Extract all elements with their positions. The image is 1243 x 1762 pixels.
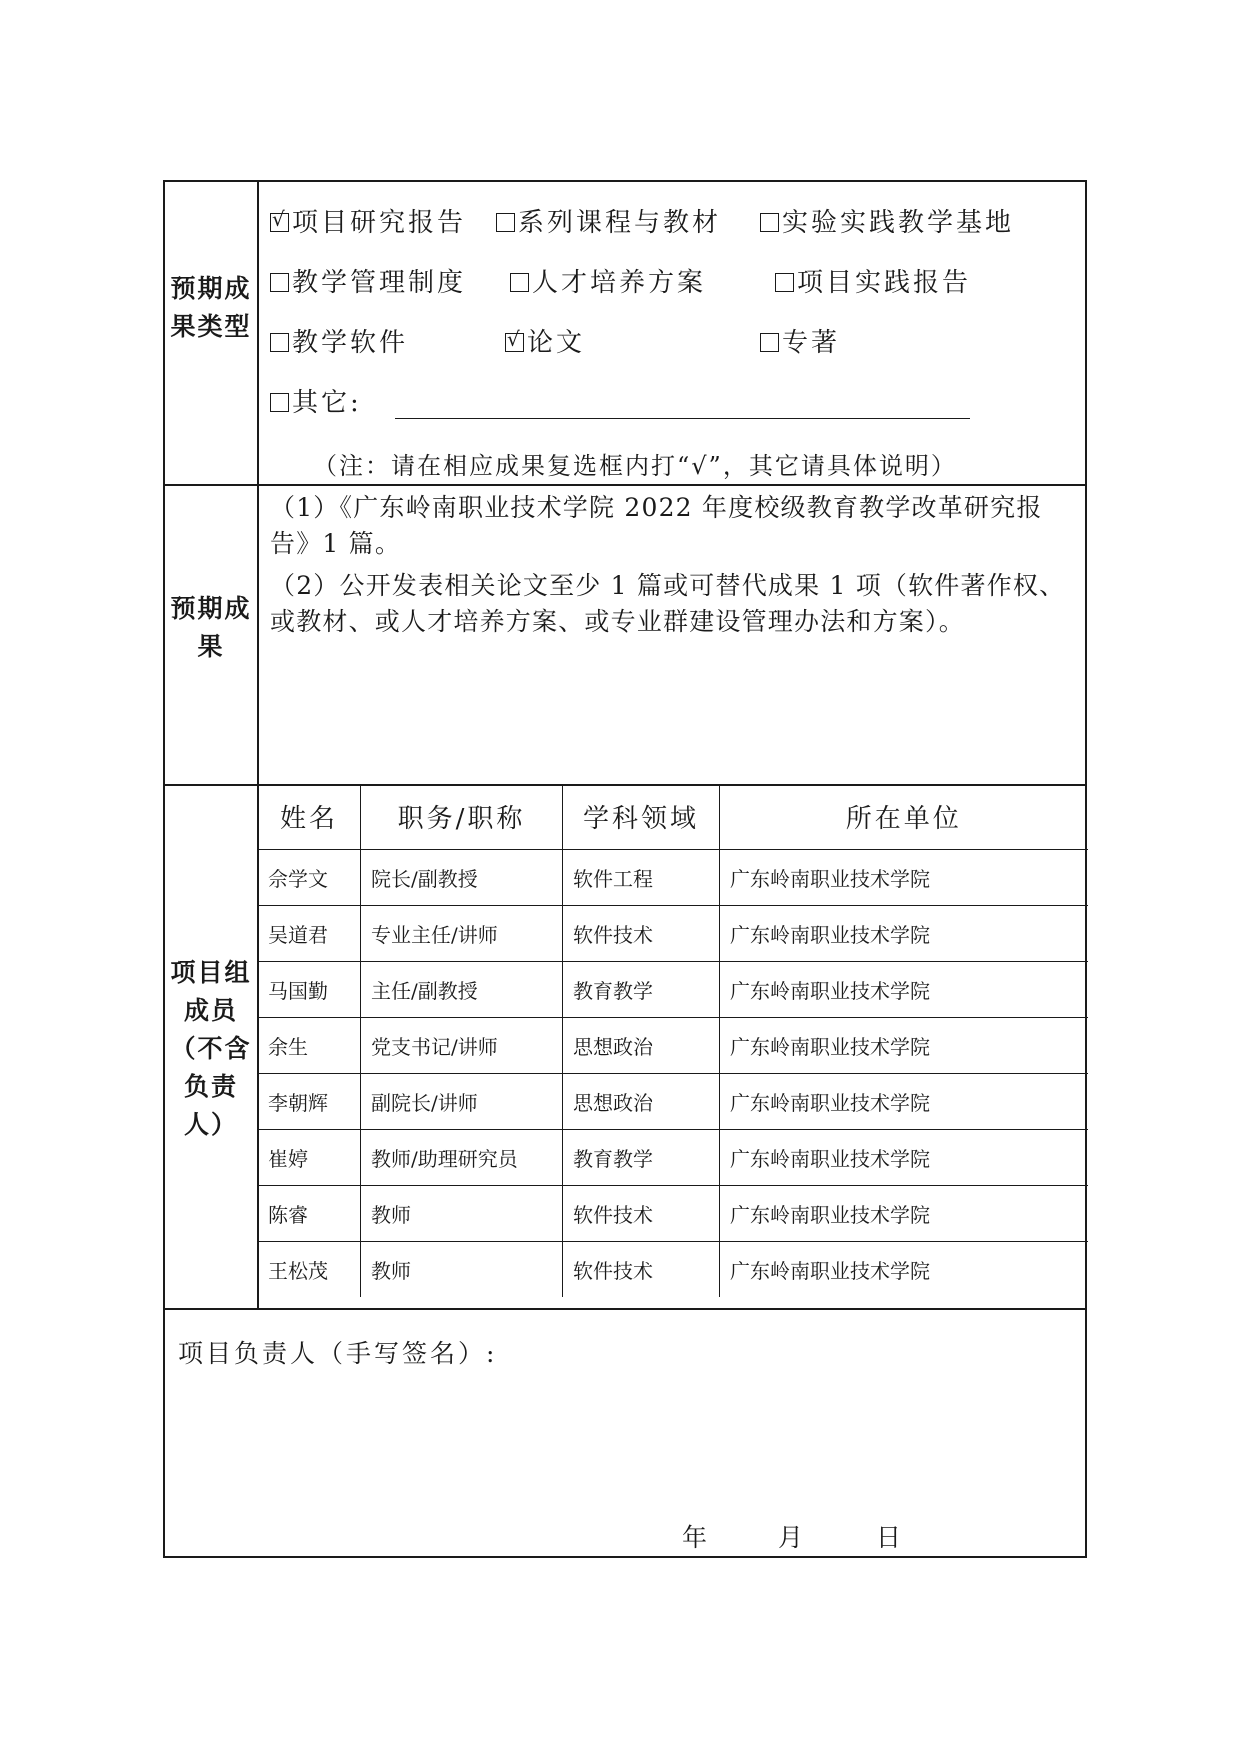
member-unit: 广东岭南职业技术学院 bbox=[720, 1074, 1088, 1130]
member-field: 软件技术 bbox=[563, 1186, 720, 1242]
option-label: 项目实践报告 bbox=[797, 268, 972, 298]
table-row bbox=[258, 850, 1088, 906]
member-name: 佘学文 bbox=[258, 850, 361, 906]
option-label: 系列课程与教材 bbox=[518, 208, 722, 238]
member-field: 软件技术 bbox=[563, 1242, 720, 1298]
signature-label: 项目负责人（手写签名）: bbox=[178, 1339, 498, 1368]
option-practice-report[interactable] bbox=[775, 262, 971, 299]
member-field: 软件工程 bbox=[563, 850, 720, 906]
member-position: 副院长/讲师 bbox=[361, 1074, 563, 1130]
checkbox-icon[interactable] bbox=[270, 207, 289, 232]
member-name: 马国勤 bbox=[258, 962, 361, 1018]
expected-result-item-1: （1）《广东岭南职业技术学院 2022 年度校级教育教学改革研究报告》1 篇。 bbox=[270, 493, 1043, 558]
check-mark-icon: √ bbox=[272, 207, 285, 231]
date-year-label: 年 bbox=[682, 1523, 708, 1552]
checkbox-icon[interactable] bbox=[496, 213, 515, 232]
header-name: 姓名 bbox=[258, 784, 361, 850]
members-table bbox=[257, 784, 1088, 1297]
checkbox-icon[interactable] bbox=[270, 273, 289, 292]
option-management-system[interactable] bbox=[270, 262, 466, 299]
checkbox-icon[interactable] bbox=[505, 327, 524, 352]
option-label: 教学软件 bbox=[292, 328, 409, 358]
member-position: 党支书记/讲师 bbox=[361, 1018, 563, 1074]
other-specify-line[interactable] bbox=[395, 418, 970, 419]
option-label: 实验实践教学基地 bbox=[782, 208, 1015, 238]
checkbox-icon[interactable] bbox=[270, 393, 289, 412]
option-other[interactable] bbox=[270, 382, 362, 419]
member-name: 李朝辉 bbox=[258, 1074, 361, 1130]
expected-results-label-cell bbox=[165, 484, 259, 784]
member-field: 思想政治 bbox=[563, 1018, 720, 1074]
member-field: 教育教学 bbox=[563, 962, 720, 1018]
option-label: 专著 bbox=[782, 328, 841, 358]
member-name: 崔婷 bbox=[258, 1130, 361, 1186]
member-name: 吴道君 bbox=[258, 906, 361, 962]
result-type-label-text: 预期成果类型 bbox=[170, 274, 252, 341]
check-mark-icon: √ bbox=[507, 327, 520, 351]
checkbox-icon[interactable] bbox=[270, 333, 289, 352]
table-row bbox=[258, 962, 1088, 1018]
members-label bbox=[165, 954, 257, 1144]
checkbox-icon[interactable] bbox=[760, 333, 779, 352]
member-name: 余生 bbox=[258, 1018, 361, 1074]
member-position: 教师/助理研究员 bbox=[361, 1130, 563, 1186]
option-paper[interactable] bbox=[505, 322, 585, 359]
member-unit: 广东岭南职业技术学院 bbox=[720, 1186, 1088, 1242]
header-position: 职务/职称 bbox=[361, 784, 563, 850]
member-name: 王松茂 bbox=[258, 1242, 361, 1298]
member-field: 软件技术 bbox=[563, 906, 720, 962]
member-name: 陈睿 bbox=[258, 1186, 361, 1242]
member-position: 教师 bbox=[361, 1242, 563, 1298]
member-position: 院长/副教授 bbox=[361, 850, 563, 906]
member-field: 思想政治 bbox=[563, 1074, 720, 1130]
option-label: 项目研究报告 bbox=[292, 208, 467, 238]
member-unit: 广东岭南职业技术学院 bbox=[720, 850, 1088, 906]
option-label: 人才培养方案 bbox=[532, 268, 707, 298]
result-type-label-cell bbox=[165, 182, 259, 484]
member-field: 教育教学 bbox=[563, 1130, 720, 1186]
option-training-plan[interactable] bbox=[510, 262, 706, 299]
option-label: 论文 bbox=[527, 328, 586, 358]
header-unit: 所在单位 bbox=[720, 784, 1088, 850]
checkbox-icon[interactable] bbox=[775, 273, 794, 292]
result-type-label bbox=[165, 270, 257, 346]
header-field: 学科领域 bbox=[563, 784, 720, 850]
members-label-cell bbox=[165, 784, 259, 1308]
members-header-row bbox=[258, 784, 1088, 850]
option-label: 教学管理制度 bbox=[292, 268, 467, 298]
member-position: 教师 bbox=[361, 1186, 563, 1242]
member-position: 专业主任/讲师 bbox=[361, 906, 563, 962]
option-project-report[interactable] bbox=[270, 202, 466, 239]
table-row bbox=[258, 1242, 1088, 1298]
member-unit: 广东岭南职业技术学院 bbox=[720, 962, 1088, 1018]
member-position: 主任/副教授 bbox=[361, 962, 563, 1018]
expected-results-label-text: 预期成果 bbox=[170, 594, 252, 661]
member-unit: 广东岭南职业技术学院 bbox=[720, 1130, 1088, 1186]
checkbox-icon[interactable] bbox=[760, 213, 779, 232]
checkbox-note: （注：请在相应成果复选框内打“√”，其它请具体说明） bbox=[313, 452, 957, 480]
table-row bbox=[258, 1130, 1088, 1186]
option-monograph[interactable] bbox=[760, 322, 840, 359]
table-row bbox=[258, 1186, 1088, 1242]
checkbox-icon[interactable] bbox=[510, 273, 529, 292]
members-label-text: 项目组成员（不含负责人） bbox=[170, 958, 252, 1139]
member-unit: 广东岭南职业技术学院 bbox=[720, 1242, 1088, 1298]
member-unit: 广东岭南职业技术学院 bbox=[720, 1018, 1088, 1074]
table-row bbox=[258, 1018, 1088, 1074]
table-row bbox=[258, 906, 1088, 962]
expected-result-item-2: （2）公开发表相关论文至少 1 篇或可替代成果 1 项（软件著作权、或教材、或人才培养方案、或专业群建设管理办法和方案）。 bbox=[270, 571, 1066, 636]
option-teaching-software[interactable] bbox=[270, 322, 408, 359]
option-label: 其它: bbox=[292, 388, 362, 418]
expected-results-label bbox=[165, 590, 257, 666]
member-unit: 广东岭南职业技术学院 bbox=[720, 906, 1088, 962]
date-day-label: 日 bbox=[876, 1523, 902, 1552]
date-month-label: 月 bbox=[778, 1523, 804, 1552]
option-practice-base[interactable] bbox=[760, 202, 1014, 239]
option-course-textbook[interactable] bbox=[496, 202, 721, 239]
table-row bbox=[258, 1074, 1088, 1130]
